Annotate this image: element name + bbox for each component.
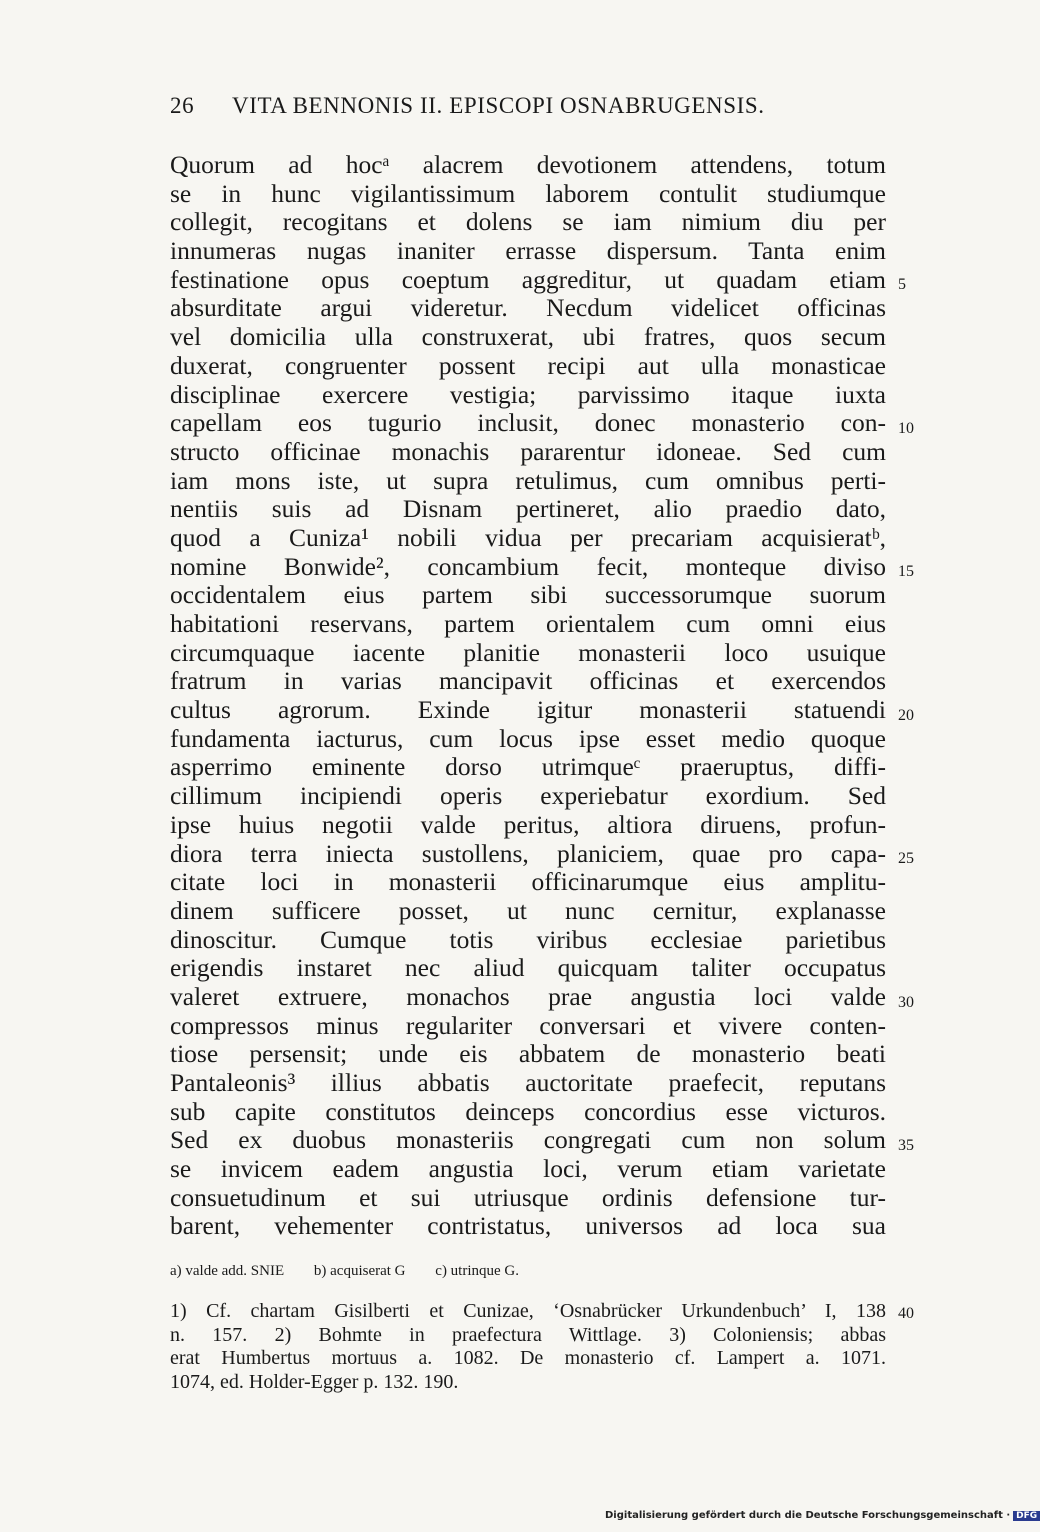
footnote-line: 1074, ed. Holder-Egger p. 132. 190. — [170, 1370, 459, 1393]
page-number: 26 — [170, 93, 195, 118]
margin-line-number: 5 — [898, 276, 906, 293]
text-line: circumquaque iacente planitie monasterii loco usuique — [170, 637, 886, 667]
text-line: structo officinae monachis pararentur idoneae. Sed cum — [170, 436, 886, 466]
running-title: VITA BENNONIS II. EPISCOPI OSNABRUGENSIS. — [232, 93, 765, 118]
margin-line-number: 15 — [898, 563, 914, 580]
text-line: absurditate argui videretur. Necdum videlicet officinas — [170, 293, 886, 323]
text-line: Pantaleonis³ illius abbatis auctoritate praefecit, reputans — [170, 1068, 886, 1097]
critical-apparatus — [170, 1263, 890, 1280]
text-line: cultus agrorum. Exinde igitur monasterii statuendi — [170, 695, 886, 725]
text-line: disciplinae exercere vestigia; parvissimo itaque iuxta — [170, 379, 886, 409]
text-line: innumeras nugas inaniter errasse dispersum. Tanta enim — [170, 236, 886, 266]
text-line: nomine Bonwide², concambium fecit, monteque diviso — [170, 551, 886, 581]
text-line: tiose persensit; unde eis abbatem de monasterio beati — [170, 1039, 886, 1069]
text-line: dinem sufficere posset, ut nunc cernitur, explanasse — [170, 895, 886, 925]
text-line: Quorum ad hocᵃ alacrem devotionem attendens, totum — [170, 150, 886, 179]
apparatus-note: c) utrinque G. — [435, 1263, 520, 1279]
footnote-line: 1) Cf. chartam Gisilberti et Cunizae, ‘Osnabrücker Urkundenbuch’ I, 138 — [170, 1300, 886, 1322]
margin-line-number: 25 — [898, 850, 914, 867]
text-line: se invicem eadem angustia loci, verum etiam varietate — [170, 1154, 886, 1184]
text-line: barent, vehementer contristatus, universos ad loca sua — [170, 1211, 886, 1241]
text-line: Sed ex duobus monasteriis congregati cum non solum — [170, 1125, 886, 1155]
text-line: fundamenta iacturus, cum locus ipse esset medio quoque — [170, 723, 886, 753]
text-line: asperrimo eminente dorso utrimqueᶜ praeruptus, diffi- — [170, 752, 886, 782]
text-line: diora terra iniecta sustollens, planiciem, quae pro capa- — [170, 838, 886, 868]
footnote-line: erat Humbertus mortuus a. 1082. De monasterio cf. Lampert a. 1071. — [170, 1347, 886, 1369]
text-line: valeret extruere, monachos prae angustia loci valde — [170, 981, 886, 1011]
text-line: erigendis instaret nec aliud quicquam taliter occupatus — [170, 953, 886, 983]
apparatus-note: a) valde add. SNIE — [170, 1263, 285, 1279]
text-line: consuetudinum et sui utriusque ordinis defensione tur- — [170, 1182, 886, 1212]
margin-line-number: 20 — [898, 707, 914, 724]
running-header — [170, 93, 890, 119]
text-line: festinatione opus coeptum aggreditur, ut quadam etiam — [170, 264, 886, 294]
dfg-logo: DFG — [1013, 1511, 1040, 1521]
text-line: se in hunc vigilantissimum laborem contulit studiumque — [170, 178, 886, 208]
apparatus-note: b) acquiserat G — [313, 1263, 406, 1279]
digitization-credit — [605, 1510, 1038, 1521]
margin-line-number: 40 — [898, 1305, 914, 1322]
text-line: sub capite constitutos deinceps concordius esse victuros. — [170, 1096, 886, 1126]
text-line: quod a Cuniza¹ nobili vidua per precariam acquisieratᵇ, — [170, 522, 886, 552]
text-line: nentiis suis ad Disnam pertineret, alio praedio dato, — [170, 494, 886, 524]
text-line: iam mons iste, ut supra retulimus, cum omnibus perti- — [170, 465, 886, 495]
text-line: compressos minus regulariter conversari et vivere conten- — [170, 1010, 886, 1040]
text-line: capellam eos tugurio inclusit, donec monasterio con- — [170, 408, 886, 438]
margin-line-number: 30 — [898, 994, 914, 1011]
text-line: duxerat, congruenter possent recipi aut ulla monasticae — [170, 350, 886, 380]
text-line: vel domicilia ulla construxerat, ubi fratres, quos secum — [170, 322, 886, 352]
text-line: habitationi reservans, partem orientalem cum omni eius — [170, 609, 886, 638]
footnote-line: n. 157. 2) Bohmte in praefectura Wittlage. 3) Coloniensis; abbas — [170, 1323, 886, 1346]
text-line: dinoscitur. Cumque totis viribus ecclesiae parietibus — [170, 924, 886, 954]
margin-line-number: 10 — [898, 420, 914, 437]
footnotes — [170, 1300, 886, 1394]
text-line: cillimum incipiendi operis experiebatur exordium. Sed — [170, 781, 886, 811]
text-line: collegit, recogitans et dolens se iam nimium diu per — [170, 207, 886, 237]
text-line: occidentalem eius partem sibi successorumque suorum — [170, 580, 886, 610]
margin-line-number: 35 — [898, 1137, 914, 1154]
main-text — [170, 151, 886, 1241]
text-line: fratrum in varias mancipavit officinas et exercendos — [170, 666, 886, 696]
text-line: citate loci in monasterii officinarumque eius amplitu- — [170, 867, 886, 897]
text-line: ipse huius negotii valde peritus, altiora diruens, profun- — [170, 809, 886, 839]
credit-text: Digitalisierung gefördert durch die Deutsche Forschungsgemeinschaft · — [605, 1510, 1011, 1521]
